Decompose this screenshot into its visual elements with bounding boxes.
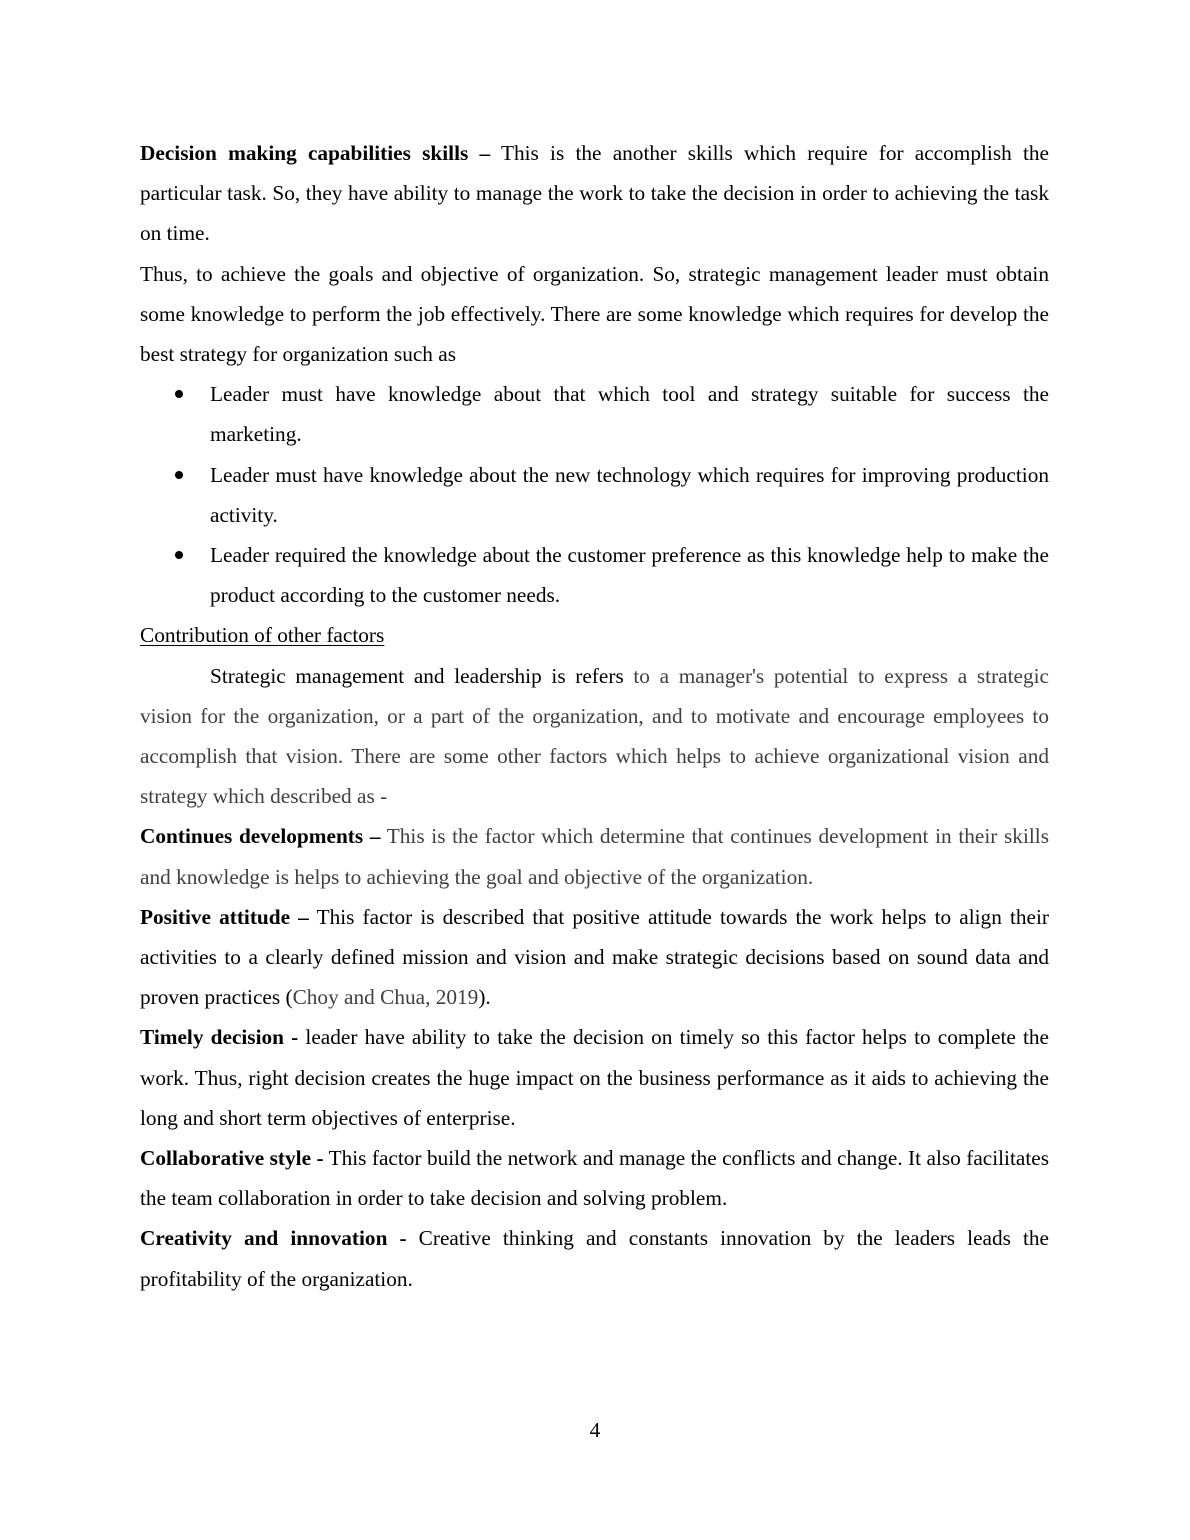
paragraph-other-factors-intro xyxy=(140,656,1049,817)
bullet-icon xyxy=(175,471,183,479)
term-positive-attitude: Positive attitude – xyxy=(140,904,309,929)
text-collaborative-style: This factor build the network and manage the conflicts and change. It also facilitates the team collaboration in order to take decision and solving problem. xyxy=(140,1146,1049,1211)
section-heading xyxy=(140,615,1049,655)
bullet-icon xyxy=(175,390,183,398)
text-positive-attitude: This factor is described that positive attitude towards the work helps to align their activities to a clearly defined mission and vision and make strategic decisions based on sound data and proven practices ( xyxy=(140,904,1049,1010)
list-item xyxy=(140,455,1049,535)
document-body xyxy=(140,133,1049,1299)
list-item xyxy=(140,535,1049,615)
term-timely-decision: Timely decision - xyxy=(140,1025,299,1050)
bullet-icon xyxy=(175,551,183,559)
list-item-text: Leader must have knowledge about that which tool and strategy suitable for success the marketing. xyxy=(210,382,1049,447)
term-collaborative-style: Collaborative style - xyxy=(140,1146,324,1171)
paragraph-creativity-innovation xyxy=(140,1218,1049,1298)
knowledge-bullet-list xyxy=(140,374,1049,615)
paragraph-knowledge-intro: Thus, to achieve the goals and objective of organization. So, strategic management leader must obtain some knowledge to perform the job effectively. There are some knowledge which requires for develop the best strategy for organization such as xyxy=(140,261,1049,367)
paragraph-timely-decision xyxy=(140,1017,1049,1138)
term-creativity-innovation: Creativity and innovation - xyxy=(140,1226,407,1251)
text-continues-developments: This is the factor which determine that continues development in their skills and knowledge is helps to achieving the goal and objective of the organization. xyxy=(140,824,1049,889)
intro-rest: to a manager's potential to express a strategic vision for the organization, or a part of the organization, and to motivate and encourage employees to accomplish that vision. There are some other factors which helps to achieve organizational vision and strategy which described as - xyxy=(140,663,1049,809)
citation-end: ). xyxy=(478,985,491,1010)
text-creativity-innovation: Creative thinking and constants innovation by the leaders leads the profitability of the organization. xyxy=(140,1226,1050,1291)
paragraph-continues-developments xyxy=(140,816,1049,896)
term-continues-developments: Continues developments – xyxy=(140,824,381,849)
paragraph-positive-attitude xyxy=(140,897,1049,1018)
intro-lead: Strategic management and leadership is refers xyxy=(210,663,624,688)
list-item xyxy=(140,374,1049,454)
section-heading-text: Contribution of other factors xyxy=(140,623,385,648)
paragraph-decision-making xyxy=(140,133,1049,254)
citation: Choy and Chua, 2019 xyxy=(292,985,479,1010)
term-decision-making: Decision making capabilities skills – xyxy=(140,141,491,165)
page-number: 4 xyxy=(589,1418,601,1442)
list-item-text: Leader must have knowledge about the new technology which requires for improving production activity. xyxy=(210,462,1049,527)
text-decision-making: This is the another skills which require for accomplish the particular task. So, they have ability to manage the work to take the decision in order to achieving the task on time. xyxy=(140,141,1049,246)
text-timely-decision: leader have ability to take the decision on timely so this factor helps to complete the work. Thus, right decision creates the huge impact on the business performance as it aids to achieving the long and short term objectives of enterprise. xyxy=(140,1025,1050,1130)
list-item-text: Leader required the knowledge about the customer preference as this knowledge help to make the product according to the customer needs. xyxy=(210,543,1049,608)
paragraph-collaborative-style xyxy=(140,1138,1049,1218)
